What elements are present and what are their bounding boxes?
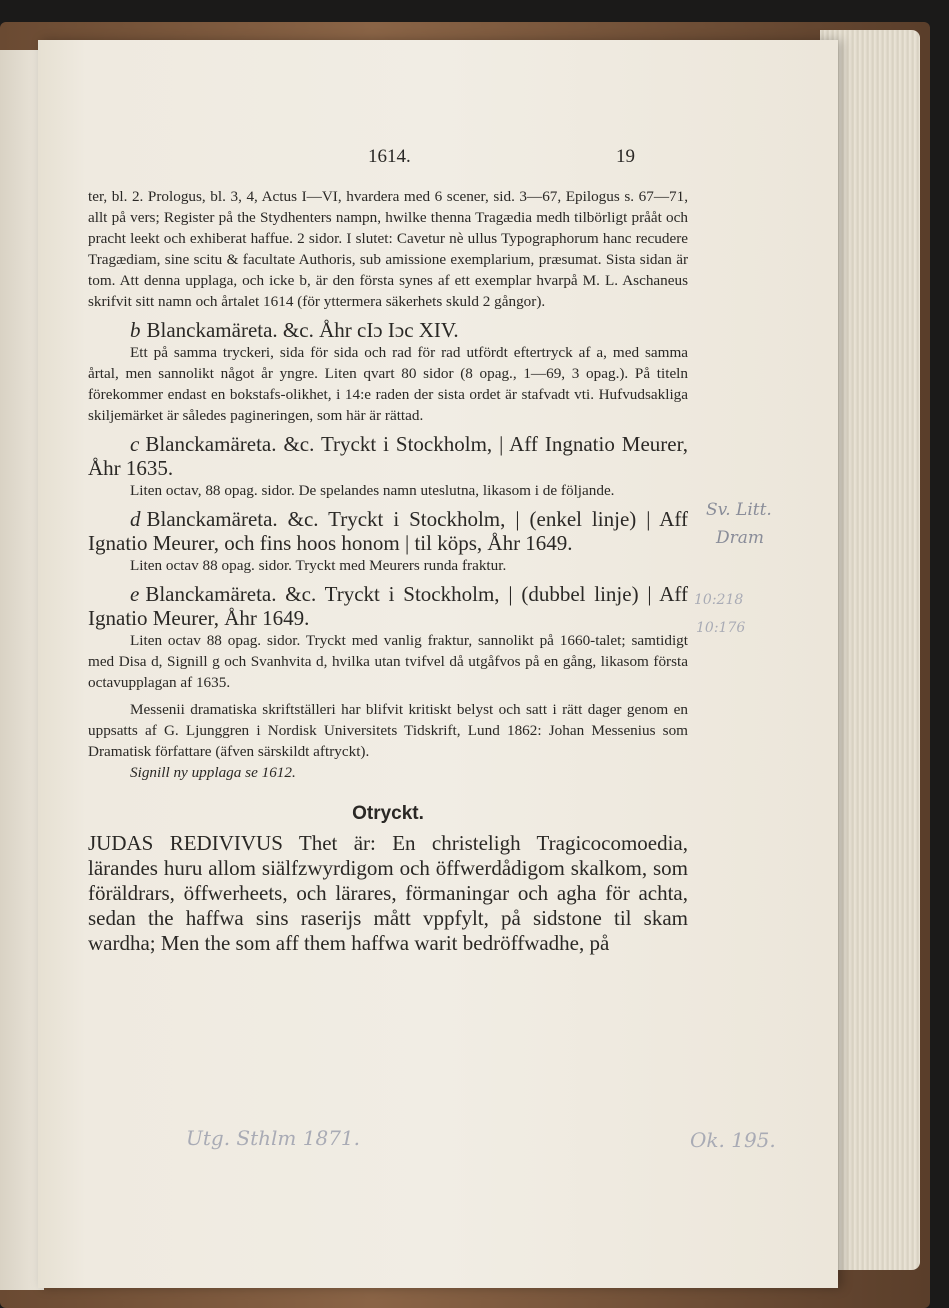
entry-b-title: Blanckamäreta. &c. Åhr cIɔ Iɔc XIV. xyxy=(146,318,459,342)
entry-b-heading xyxy=(88,318,688,342)
margin-note-sv-litt: Sv. Litt. xyxy=(706,500,772,520)
entry-c-letter: c xyxy=(130,432,140,456)
bottom-note-ok: Ok. 195. xyxy=(690,1128,776,1152)
entry-d-text: Liten octav 88 opag. sidor. Tryckt med Meurers runda fraktur. xyxy=(130,557,507,574)
judas-redivivus-paragraph: JUDAS REDIVIVUS Thet är: En christeligh Tragicocomoedia, lärandes huru allom siälfzwyrdigom och öffwerdådigom skalkom, som föräldrars, öffwerheets, och lärares, förmaningar och agha för achta, sedan the haffwa sins raserijs mått vppfylt, på sidstone til skam wardha; Men the som aff them haffwa warit bedröffwadhe, på xyxy=(88,831,688,955)
page-content xyxy=(88,186,688,956)
entry-d-heading xyxy=(88,507,688,555)
entry-e-title: Blanckamäreta. &c. Tryckt i Stockholm, | (dubbel linje) | Aff Ignatio Meurer, Åhr 1649. xyxy=(88,582,688,630)
entry-d-title: Blanckamäreta. &c. Tryckt i Stockholm, | (enkel linje) | Aff Ignatio Meurer, och fins hoos honom | til köps, Åhr 1649. xyxy=(88,507,688,555)
messenii-paragraph: Messenii dramatiska skriftställeri har blifvit kritiskt belyst och satt i rätt dager genom en uppsatts af G. Ljunggren i Nordisk Universitets Tidskrift, Lund 1862: Johan Messenius som Dramatisk författare (äfven särskildt aftryckt). xyxy=(88,701,688,760)
entry-d-letter: d xyxy=(130,507,141,531)
signill-note: Signill ny upplaga se 1612. xyxy=(130,764,296,781)
margin-note-dram: Dram xyxy=(716,528,765,548)
entry-c-title: Blanckamäreta. &c. Tryckt i Stockholm, | Aff Ingnatio Meurer, Åhr 1635. xyxy=(88,432,688,480)
entry-b-letter: b xyxy=(130,318,141,342)
margin-note-10-176: 10:176 xyxy=(696,620,746,636)
entry-e-heading xyxy=(88,582,688,630)
entry-e-text: Liten octav 88 opag. sidor. Tryckt med vanlig fraktur, sannolikt på 1660-talet; samtidigt med Disa d, Signill g och Svanhvita d, hvilka utan tvifvel då utgåfvos på en gång, likasom första octavupplagan af 1635. xyxy=(88,632,688,691)
page-number: 19 xyxy=(616,146,635,167)
margin-note-10-218: 10:218 xyxy=(694,592,744,608)
header-year: 1614. xyxy=(368,146,411,167)
bottom-note-utg: Utg. Sthlm 1871. xyxy=(186,1126,361,1150)
entry-c-heading xyxy=(88,432,688,480)
entry-b-text: Ett på samma tryckeri, sida för sida och rad för rad utfördt eftertryck af a, med samma årtal, men sannolikt något år yngre. Liten qvart 80 sidor (8 opag., 1—69, 3 opag.). På titeln förekommer endast en bokstafs-olikhet, i 14:e raden der sista ordet är stafvadt vti. Hufvudsakliga skiljemärket är således pagineringen, som här är rättad. xyxy=(88,344,688,424)
section-title-otryckt: Otryckt. xyxy=(352,803,424,824)
entry-c-text: Liten octav, 88 opag. sidor. De spelandes namn uteslutna, likasom i de följande. xyxy=(130,482,615,499)
entry-e-letter: e xyxy=(130,582,140,606)
paragraph-a-description: ter, bl. 2. Prologus, bl. 3, 4, Actus I—VI, hvardera med 6 scener, sid. 3—67, Epilogus s. 67—71, allt på vers; Register på the Stydhenters nampn, hwilke thenna Tragædia medh tilbörligt prååt och pracht leekt och exhiberat haffue. 2 sidor. I slutet: Cavetur nè ullus Typographorum hanc recudere Tragædiam, sine scitu & facultate Authoris, sub amissione exemplarium, præsumat. Sista sidan är tom. Att denna upplaga, och icke b, är den första synes af ett exemplar hvarpå M. L. Aschaneus skrifvit sitt namn och årtalet 1614 (för yttermera säkerhets skuld 2 gångor). xyxy=(88,188,688,310)
